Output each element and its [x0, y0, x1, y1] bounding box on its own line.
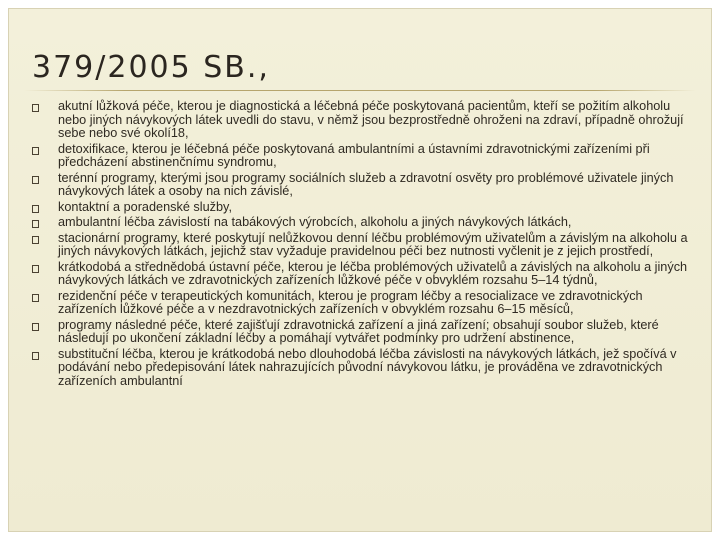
square-outline-bullet-icon [32, 236, 39, 244]
list-item-text: rezidenční péče v terapeutických komunitách, kterou je program léčby a resocializace ve zdravotnických zařízeních lůžkové péče a v nezdravotnických zařízeních v obvyklém rozsahu 6–15 měsíců, [58, 288, 643, 316]
list-item-text: terénní programy, kterými jsou programy sociálních služeb a zdravotní osvěty pro problémové uživatele jiných návykových látek a osoby na nich závislé, [58, 170, 674, 198]
list-item-text: akutní lůžková péče, kterou je diagnostická a léčebná péče poskytovaná pacientům, kteří se požitím alkoholu nebo jiných návykových látek uvedli do stavu, v němž jsou bezprostředně ohroženi na zdraví, případně ohrožují sebe nebo své okolí18, [58, 99, 684, 140]
list-item [32, 143, 698, 170]
list-item-text: detoxifikace, kterou je léčebná péče poskytovaná ambulantními a ústavními zdravotnickými zařízeními při předcházení abstinenčnímu syndromu, [58, 141, 650, 169]
slide-title: 379/2005 SB., [32, 50, 270, 85]
square-outline-bullet-icon [32, 294, 39, 302]
list-item [32, 100, 698, 141]
square-outline-bullet-icon [32, 176, 39, 184]
square-outline-bullet-icon [32, 147, 39, 155]
square-outline-bullet-icon [32, 352, 39, 360]
list-item-text: substituční léčba, kterou je krátkodobá nebo dlouhodobá léčba závislosti na návykových látkách, jež spočívá v podávání nebo předepisování látek nahrazujících původní návykovou látku, je prováděna ve zdravotnických zařízeních ambulantní [58, 346, 677, 388]
list-item [32, 290, 698, 317]
square-outline-bullet-icon [32, 104, 39, 112]
list-item-text: kontaktní a poradenské služby, [58, 199, 232, 214]
title-divider [24, 90, 696, 91]
list-item-text: krátkodobá a střednědobá ústavní péče, kterou je léčba problémových uživatelů a závislých na alkoholu a jiných návykových látkách ve zdravotnických zařízeních lůžkové péče v obvyklém rozsahu 5–14 týdnů, [58, 259, 688, 287]
square-outline-bullet-icon [32, 205, 39, 213]
list-item [32, 232, 698, 259]
list-item-text: programy následné péče, které zajišťují zdravotnická zařízení a jiná zařízení; obsahují soubor služeb, které následují po ukončení základní léčby a pomáhají vytvářet podmínky pro udržení abstinence, [58, 317, 659, 345]
list-item-text: stacionární programy, které poskytují nelůžkovou denní léčbu problémovým uživatelům a závislým na alkoholu a jiných návykových látkách, jejichž stav vyžaduje pravidelnou péči bez nutnosti vyčlenit je z jejich prostředí, [58, 230, 688, 258]
list-item [32, 201, 698, 215]
list-item [32, 261, 698, 288]
list-item [32, 348, 698, 389]
list-item [32, 216, 698, 230]
square-outline-bullet-icon [32, 220, 39, 228]
bullet-list [32, 100, 698, 390]
list-item-text: ambulantní léčba závislostí na tabákových výrobcích, alkoholu a jiných návykových látkách, [58, 215, 572, 229]
list-item [32, 319, 698, 346]
square-outline-bullet-icon [32, 265, 39, 273]
list-item [32, 172, 698, 199]
square-outline-bullet-icon [32, 323, 39, 331]
